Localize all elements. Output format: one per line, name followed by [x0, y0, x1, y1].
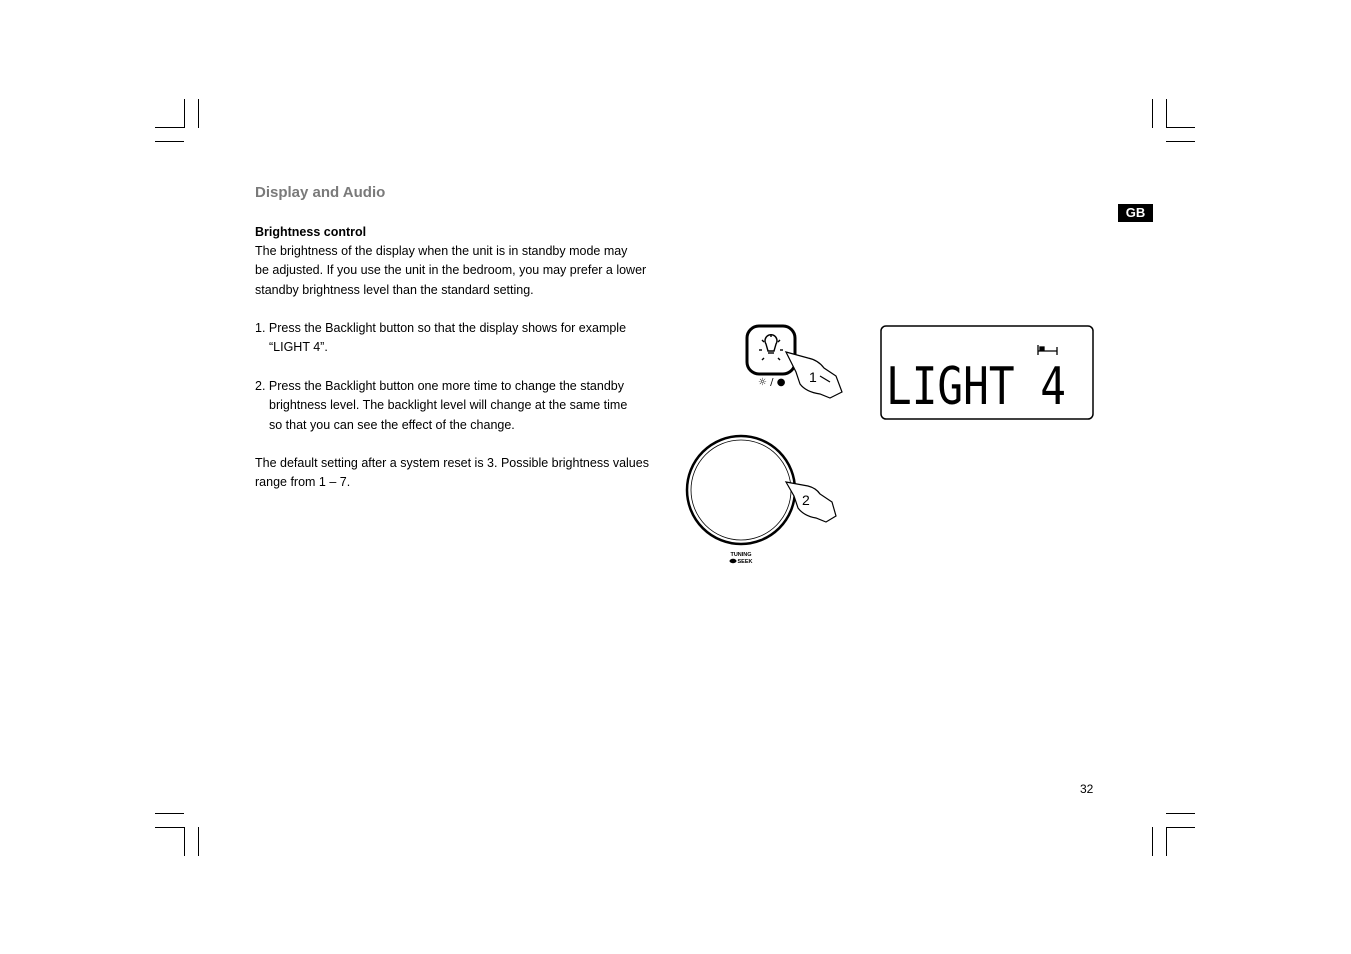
dial-label-tuning: TUNING: [730, 552, 752, 558]
default-line: range from 1 – 7.: [255, 475, 351, 490]
backlight-button: [747, 326, 795, 374]
page-number: 32: [1080, 782, 1094, 796]
step-2-line: so that you can see the effect of the change.: [269, 417, 515, 432]
dial-label-seek: SEEK: [737, 559, 753, 565]
step-2-line: brightness level. The backlight level will change at the same time: [269, 398, 628, 413]
lcd-display: [881, 326, 1093, 419]
step-1-line: 1. Press the Backlight button so that the display shows for example: [255, 321, 627, 335]
button-label: ☼ / ●: [758, 377, 786, 388]
section-title: Display and Audio: [255, 184, 386, 201]
push-icon: [730, 559, 737, 563]
step-2-line: 2. Press the Backlight button one more time to change the standby: [255, 379, 624, 393]
intro-line: standby brightness level than the standard setting.: [255, 282, 534, 297]
lcd-text: LIGHT 4: [886, 357, 1066, 417]
intro-line: be adjusted. If you use the unit in the bedroom, you may prefer a lower: [255, 263, 647, 278]
tuning-dial: [687, 436, 795, 544]
language-badge: GB: [1118, 204, 1153, 222]
brightness-heading: Brightness control: [255, 225, 367, 239]
intro-line: The brightness of the display when the unit is in standby mode may: [255, 244, 628, 258]
callout-1: 1: [809, 369, 817, 385]
step-1-line: “LIGHT 4”.: [269, 340, 328, 355]
default-line: The default setting after a system reset is 3. Possible brightness values: [255, 456, 649, 470]
callout-2: 2: [802, 492, 810, 508]
